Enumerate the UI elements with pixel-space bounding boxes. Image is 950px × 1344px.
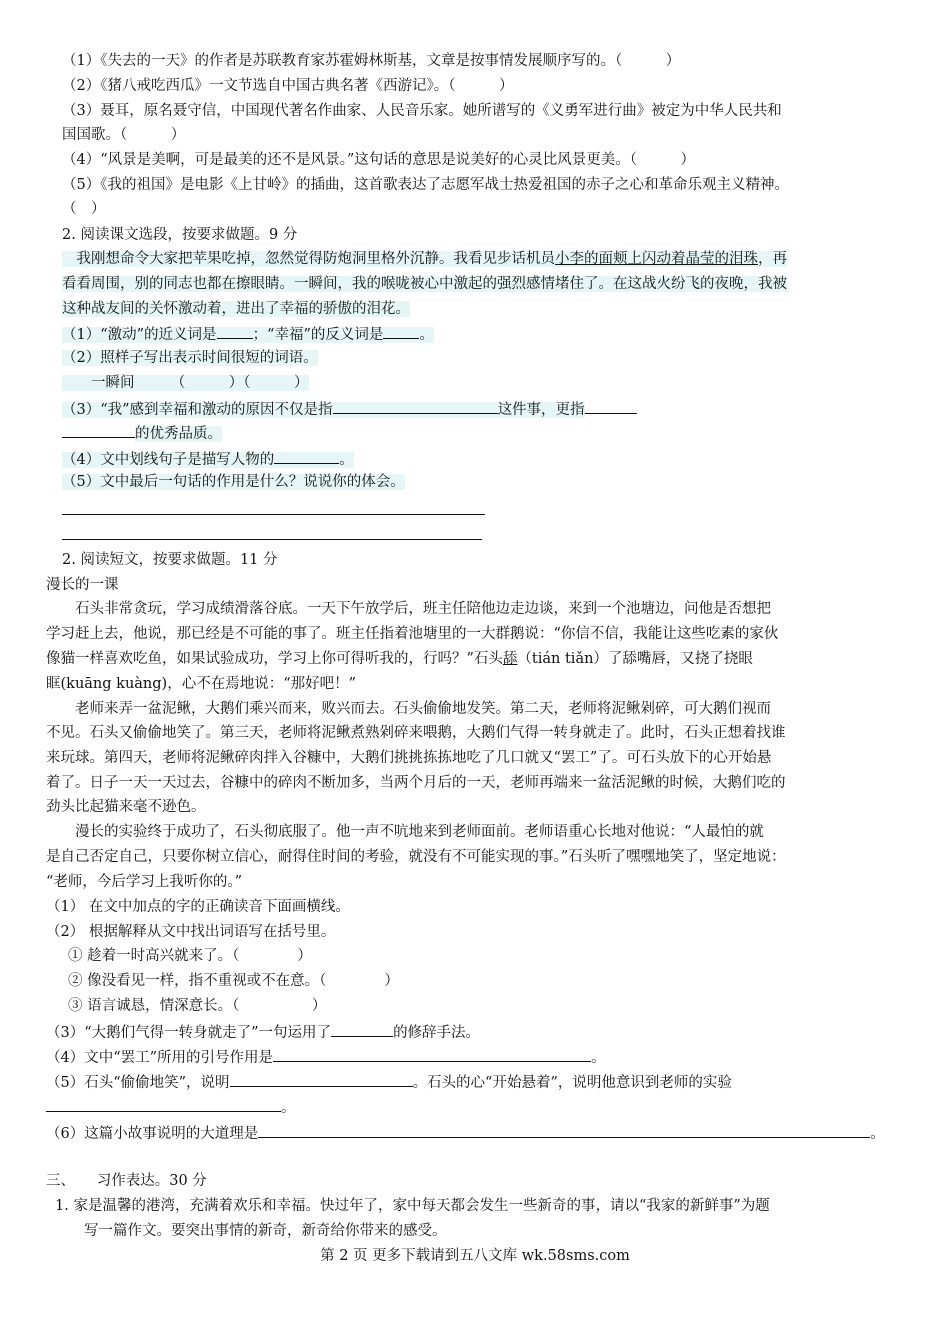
passage-line: “老师，今后学习上我听你的。” (46, 874, 243, 890)
passage-question-2-item-3: ③ 语言诚恳，情深意长。（ ） (68, 998, 327, 1014)
rhetoric-blank[interactable] (331, 1020, 393, 1037)
judge-item-2: （2）《猪八戒吃西瓜》一文节选自中国古典名著《西游记》。（ ） (62, 78, 514, 94)
judge-item-4: （4）“风景是美啊，可是最美的还不是风景。”这句话的意思是说美好的心灵比风景更美。（ ） (62, 152, 696, 168)
excerpt-line-1: 我刚想命令大家把苹果吃掉，忽然觉得防炮洞里格外沉静。我看见步话机员小李的面颊上闪动着晶莹的泪珠，再 (62, 248, 950, 272)
excerpt-question-4: （4）文中划线句子是描写人物的 。 (62, 447, 950, 471)
passage-line: 像猫一样喜欢吃鱼，如果试验成功，学习上你可得听我的，行吗？”石头舔（tián tiǎn）了舔嘴唇，又挠了挠眼 (46, 651, 753, 667)
antonym-blank[interactable] (383, 322, 419, 339)
reason-quality-blank-cont[interactable] (62, 421, 135, 438)
section-heading-reading-passage: 2. 阅读短文，按要求做题。11 分 (62, 552, 278, 568)
passage-line: 是自己否定自己，只要你树立信心，耐得住时间的考验，就没有不可能实现的事。”石头听了嘿嘿地笑了，坚定地说： (46, 849, 786, 865)
quote-function-blank[interactable] (273, 1045, 591, 1062)
answer-line-1[interactable] (62, 514, 485, 515)
passage-line: 漫长的实验终于成功了，石头彻底服了。他一声不吭地来到老师面前。老师语重心长地对他说：“人最怕的就 (75, 824, 764, 840)
passage-line: 老师来弄一盆泥鳅，大鹅们乘兴而来，败兴而去。石头偷偷地发笑。第二天，老师将泥鳅剁碎，可大鹅们视而 (75, 701, 771, 717)
excerpt-question-3: （3）“我”感到幸福和激动的原因不仅是指 这件事，更指 (62, 397, 950, 421)
passage-line: 不见。石头又偷偷地笑了。第三天，老师将泥鳅煮熟剁碎来喂鹅，大鹅们气得一转身就走了。此时，石头正想着找谁 (46, 725, 786, 741)
synonym-blank[interactable] (217, 322, 253, 339)
composition-prompt-cont: 写一篇作文。要突出事情的新奇，新奇给你带来的感受。 (84, 1223, 447, 1239)
judge-item-5: （5）《我的祖国》是电影《上甘岭》的插曲，这首歌表达了志愿军战士热爱祖国的赤子之心和革命乐观主义精神。 (62, 177, 789, 193)
description-type-blank[interactable] (274, 447, 339, 464)
passage-question-2-item-2: ② 像没看见一样，指不重视或不在意。（ ） (68, 973, 399, 989)
passage-line: 劲头比起猫来毫不逊色。 (46, 799, 206, 815)
answer-line-2[interactable] (62, 539, 482, 540)
composition-prompt: 1. 家是温馨的港湾，充满着欢乐和幸福。快过年了，家中每天都会发生一些新奇的事，请以“我家的新鲜事”为题 (55, 1198, 770, 1214)
excerpt-question-1: （1）“激动”的近义词是 ；“幸福”的反义词是 。 (62, 322, 950, 346)
passage-question-5: （5）石头“偷偷地笑”，说明 。石头的心“开始悬着”，说明他意识到老师的实验 (46, 1070, 950, 1094)
judge-item-3-cont: 国国歌。（ ） (62, 127, 186, 143)
section-heading-composition: 三、 习作表达。30 分 (46, 1173, 207, 1189)
moral-blank[interactable] (258, 1121, 870, 1138)
excerpt-question-3-cont: 的优秀品质。 (62, 421, 950, 445)
passage-question-2: （2） 根据解释从文中找出词语写在括号里。 (46, 924, 336, 940)
excerpt-question-2: （2）照样子写出表示时间很短的词语。 (62, 350, 318, 366)
passage-question-4: （4）文中“罢工”所用的引号作用是 。 (46, 1045, 950, 1069)
passage-question-6: （6）这篇小故事说明的大道理是 。 (46, 1121, 950, 1145)
passage-question-2-item-1: ① 趁着一时高兴就来了。（ ） (68, 948, 312, 964)
reason-quality-blank[interactable] (585, 397, 637, 414)
experiment-blank[interactable] (46, 1095, 281, 1112)
passage-question-5-cont: 。 (46, 1095, 950, 1119)
judge-item-3: （3）聂耳，原名聂守信，中国现代著名作曲家、人民音乐家。她所谱写的《义勇军进行曲》被定为中华人民共和 (62, 103, 782, 119)
passage-line: 来玩球。第四天，老师将泥鳅碎肉拌入谷糠中，大鹅们挑挑拣拣地吃了几口就又“罢工”了。可石头放下的心开始悬 (46, 750, 772, 766)
passage-line: 着了。日子一天一天过去，谷糠中的碎肉不断加多，当两个月后的一天，老师再端来一盆活泥鳅的时候，大鹅们吃的 (46, 775, 786, 791)
passage-line: 石头非常贪玩，学习成绩滑落谷底。一天下午放学后，班主任陪他边走边谈，来到一个池塘边，问他是否想把 (75, 601, 771, 617)
underlined-sentence: 小李的面颊上闪动着晶莹的泪珠 (555, 251, 758, 267)
dotted-character: 舔 (502, 651, 518, 667)
passage-title: 漫长的一课 (46, 577, 119, 593)
passage-question-1: （1） 在文中加点的字的正确读音下面画横线。 (46, 899, 350, 915)
excerpt-line-2: 看看周围，别的同志也都在擦眼睛。一瞬间，我的喉咙被心中激起的强烈感情堵住了。在这战火纷飞的夜晚，我被 (62, 276, 787, 292)
passage-question-3: （3）“大鹅们气得一转身就走了”一句运用了 的修辞手法。 (46, 1020, 950, 1044)
judge-item-1: （1）《失去的一天》的作者是苏联教育家苏霍姆林斯基，文章是按事情发展顺序写的。（ ） (62, 53, 681, 69)
reason-event-blank[interactable] (333, 397, 498, 414)
excerpt-question-5: （5）文中最后一句话的作用是什么？说说你的体会。 (62, 474, 405, 490)
passage-line: 学习赶上去，他说，那已经是不可能的事了。班主任指着池塘里的一大群鹅说：“你信不信，我能让这些吃素的家伙 (46, 626, 779, 642)
section-heading-reading-excerpt: 2. 阅读课文选段，按要求做题。9 分 (62, 227, 298, 243)
judge-item-5-cont: （ ） (62, 201, 106, 217)
excerpt-question-2-example: 一瞬间 （ ）（ ） (62, 372, 950, 396)
excerpt-line-3: 这种战友间的关怀激动着，进出了幸福的骄傲的泪花。 (62, 301, 410, 317)
page-footer: 第 2 页 更多下载请到五八文库 wk.58sms.com (320, 1248, 630, 1264)
passage-line: 眶(kuāng kuàng)，心不在焉地说：“那好吧！” (46, 676, 357, 692)
laugh-meaning-blank[interactable] (230, 1070, 413, 1087)
